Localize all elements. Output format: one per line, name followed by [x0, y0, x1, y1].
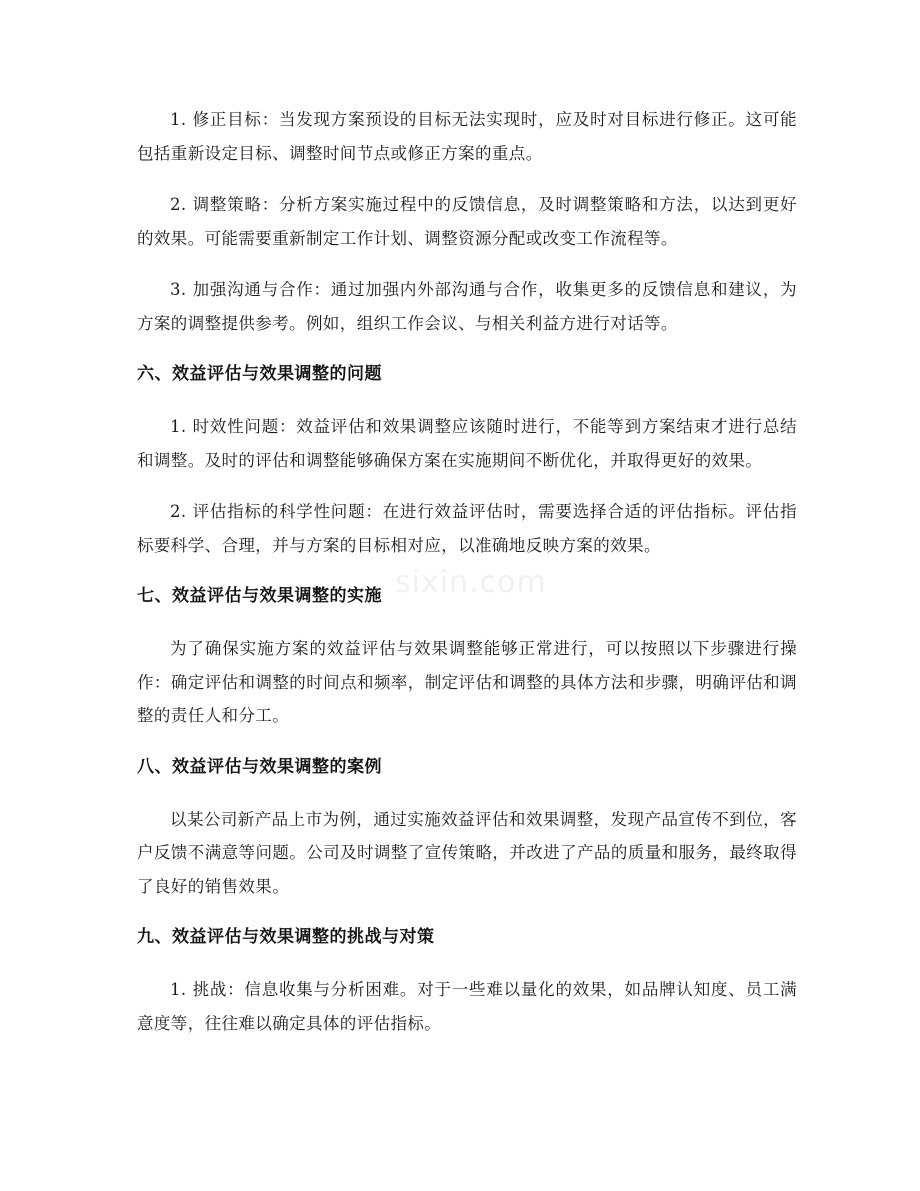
document-body: [137, 103, 797, 1058]
paragraph-challenge: 1. 挑战：信息收集与分析困难。对于一些难以量化的效果，如品牌认知度、员工满意度等，往往难以确定具体的评估指标。: [137, 980, 797, 1033]
paragraph-indicators: 2. 评估指标的科学性问题：在进行效益评估时，需要选择合适的评估指标。评估指标要科学、合理，并与方案的目标相对应，以准确地反映方案的效果。: [137, 502, 797, 555]
paragraph-timeliness: 1. 时效性问题：效益评估和效果调整应该随时进行，不能等到方案结束才进行总结和调整。及时的评估和调整能够确保方案在实施期间不断优化，并取得更好的效果。: [137, 417, 797, 470]
paragraph-implementation: 为了确保实施方案的效益评估与效果调整能够正常进行，可以按照以下步骤进行操作：确定评估和调整的时间点和频率，制定评估和调整的具体方法和步骤，明确评估和调整的责任人和分工。: [137, 639, 797, 725]
paragraph-case: 以某公司新产品上市为例，通过实施效益评估和效果调整，发现产品宣传不到位，客户反馈不满意等问题。公司及时调整了宣传策略，并改进了产品的质量和服务，最终取得了良好的销售效果。: [137, 809, 797, 896]
section-heading-9: 九、效益评估与效果调整的挑战与对策: [137, 927, 435, 947]
watermark: sixin.com: [395, 565, 547, 600]
paragraph-revise-goal: 1. 修正目标：当发现方案预设的目标无法实现时，应及时对目标进行修正。这可能包括重新设定目标、调整时间节点或修正方案的重点。: [137, 110, 797, 163]
paragraph-adjust-strategy: 2. 调整策略：分析方案实施过程中的反馈信息，及时调整策略和方法，以达到更好的效果。可能需要重新制定工作计划、调整资源分配或改变工作流程等。: [137, 195, 797, 248]
section-heading-8: 八、效益评估与效果调整的案例: [137, 756, 382, 777]
paragraph-communication: 3. 加强沟通与合作：通过加强内外部沟通与合作，收集更多的反馈信息和建议，为方案的调整提供参考。例如，组织工作会议、与相关利益方进行对话等。: [137, 280, 797, 333]
section-heading-7: 七、效益评估与效果调整的实施: [137, 586, 382, 606]
section-heading-6: 六、效益评估与效果调整的问题: [137, 364, 382, 384]
